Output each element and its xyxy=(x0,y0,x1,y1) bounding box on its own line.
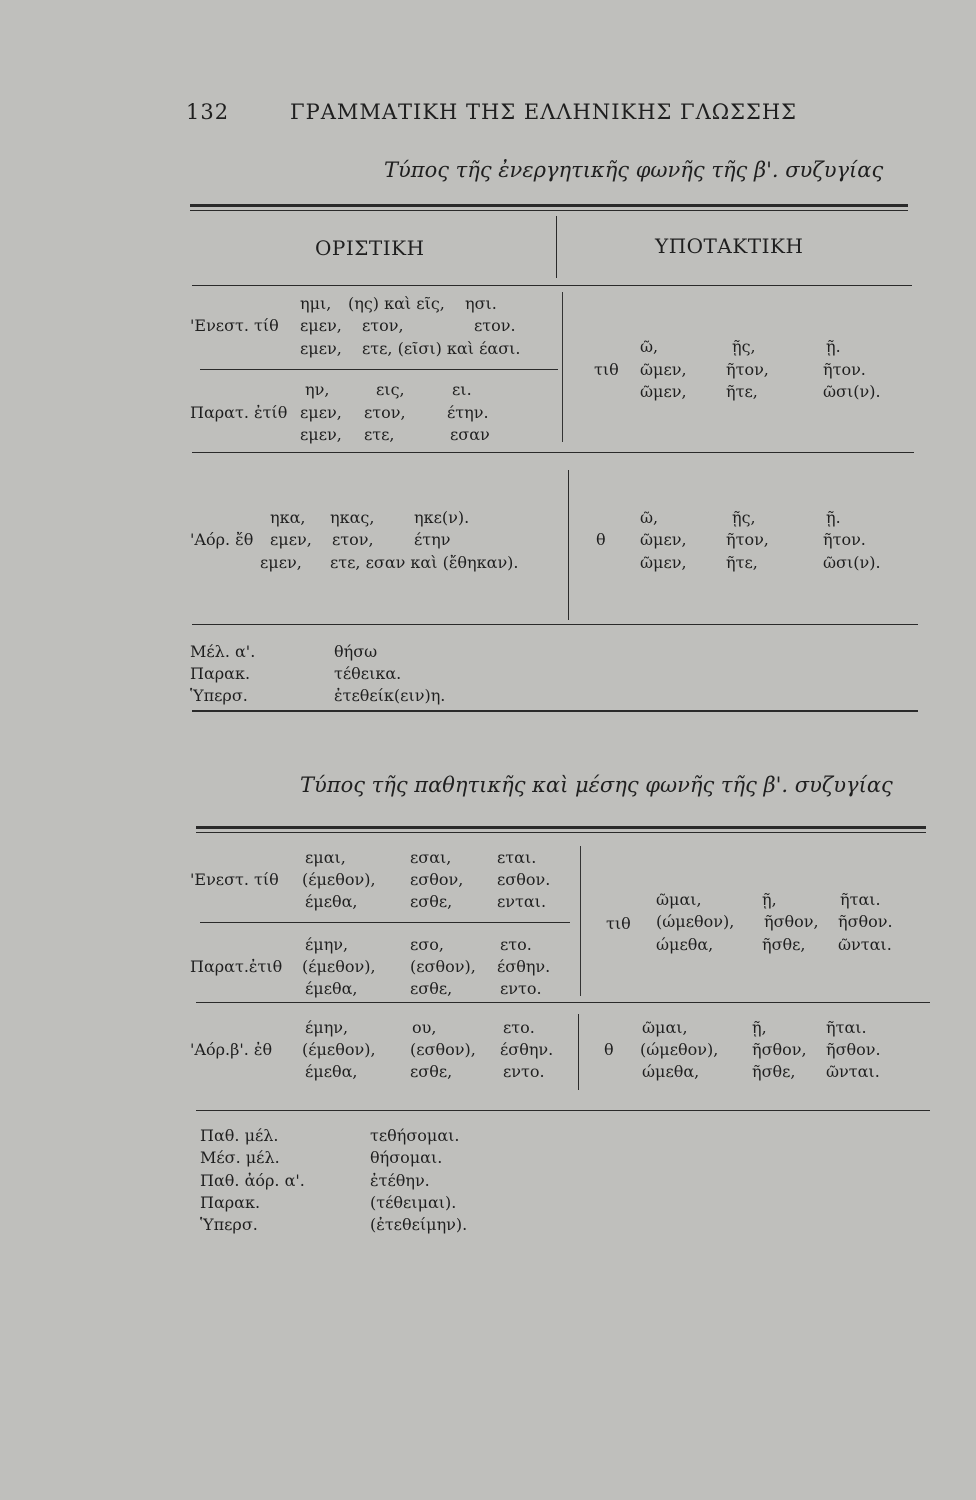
active-aorist-r2c1: εμεν, xyxy=(270,530,312,549)
passive-perfect-form: (τέθειμαι). xyxy=(370,1193,457,1212)
tense-rule xyxy=(200,922,570,923)
double-rule-top xyxy=(196,826,926,829)
running-title: ΓΡΑΜΜΑΤΙΚΗ ΤΗΣ ΕΛΛΗΝΙΚΗΣ ΓΛΩΣΣΗΣ xyxy=(290,100,798,124)
passive-aor-subj-r1c1: ῶμαι, xyxy=(642,1018,688,1037)
passive-aorist-r1c2: ου, xyxy=(412,1018,437,1037)
column-header-subjunctive: ΥΠΟΤΑΚΤΙΚΗ xyxy=(655,234,804,258)
double-rule-bottom xyxy=(196,832,926,833)
passive-aor-subj-r3c2: ῆσθε, xyxy=(752,1062,796,1081)
passive-imperfect-r3c2: εσθε, xyxy=(410,979,453,998)
active-present-r3c1: εμεν, xyxy=(300,339,342,358)
active-imperfect-r2c3: έτην. xyxy=(447,403,489,422)
active-future-form: θήσω xyxy=(334,642,378,661)
passive-perfect-label: Παρακ. xyxy=(200,1193,261,1212)
passive-subj-r3c3: ῶνται. xyxy=(838,935,892,954)
active-aor-subj-r3c3: ῶσι(ν). xyxy=(823,553,881,572)
active-subj-r1c3: ῇ. xyxy=(826,337,841,356)
passive-subj-r1c3: ῆται. xyxy=(840,890,881,909)
active-subj-r3c1: ῶμεν, xyxy=(640,382,687,401)
passive-present-r1c2: εσαι, xyxy=(410,848,452,867)
active-section-title: Τύπος τῆς ἐνεργητικῆς φωνῆς τῆς β'. συζυγίας xyxy=(384,158,884,182)
active-pluperfect-label: Ὑπερσ. xyxy=(190,686,248,705)
passive-aor-subj-r2c3: ῆσθον. xyxy=(826,1040,881,1059)
passive-present-r2c1: (έμεθον), xyxy=(302,870,376,889)
active-imperfect-r2c1: εμεν, xyxy=(300,403,342,422)
active-subj-r2c2: ῆτον, xyxy=(726,360,769,379)
active-present-r2c2: ετον, xyxy=(362,316,404,335)
double-rule-bottom xyxy=(190,210,908,211)
active-present-r1c1: ημι, xyxy=(300,294,332,313)
passive-subj-r2c1: (ώμεθον), xyxy=(656,912,735,931)
active-aor-subj-r1c2: ῇς, xyxy=(732,508,756,527)
active-aor-subj-r1c3: ῇ. xyxy=(826,508,841,527)
active-pluperfect-form: ἐτεθείκ(ειν)η. xyxy=(334,686,446,705)
active-subj-r2c1: ῶμεν, xyxy=(640,360,687,379)
active-imperfect-r3c2: ετε, xyxy=(364,425,395,444)
grouping-brace xyxy=(580,846,581,996)
passive-imperfect-r3c1: έμεθα, xyxy=(305,979,358,998)
passive-present-r1c1: εμαι, xyxy=(305,848,346,867)
passive-imperfect-r1c1: έμην, xyxy=(305,935,349,954)
passive-subj-r2c3: ῆσθον. xyxy=(838,912,893,931)
header-divider xyxy=(556,216,557,278)
section-rule xyxy=(192,452,914,453)
passive-aorist-r1c1: έμην, xyxy=(305,1018,349,1037)
active-present-label: 'Ενεστ. τίθ xyxy=(190,316,279,335)
active-subj-r2c3: ῆτον. xyxy=(823,360,866,379)
active-perfect-form: τέθεικα. xyxy=(334,664,402,683)
passive-present-r2c2: εσθον, xyxy=(410,870,464,889)
active-subj-r1c2: ῇς, xyxy=(732,337,756,356)
passive-aor1-label: Παθ. ἀόρ. α'. xyxy=(200,1171,305,1190)
passive-subj-r2c2: ῆσθον, xyxy=(764,912,819,931)
active-present-r2c3: ετον. xyxy=(474,316,516,335)
active-subj-r1c1: ῶ, xyxy=(640,337,659,356)
active-present-r1c3: ησι. xyxy=(465,294,497,313)
active-aorist-r3c1: εμεν, xyxy=(260,553,302,572)
section-end-rule xyxy=(192,710,918,712)
passive-aorist-r3c3: εντο. xyxy=(503,1062,545,1081)
active-future-label: Μέλ. α'. xyxy=(190,642,256,661)
passive-present-label: 'Ενεστ. τίθ xyxy=(190,870,279,889)
active-aor-subj-r1c1: ῶ, xyxy=(640,508,659,527)
active-imperfect-r1c3: ει. xyxy=(452,380,472,399)
active-aorist-r1c2: ηκας, xyxy=(330,508,375,527)
section-rule xyxy=(196,1002,930,1003)
active-aor-subj-r2c1: ῶμεν, xyxy=(640,530,687,549)
header-rule xyxy=(192,285,912,286)
active-aorist-label: 'Αόρ. ἔθ xyxy=(190,530,254,549)
active-aor-subj-r2c3: ῆτον. xyxy=(823,530,866,549)
active-present-r1c2: (ης) καὶ εῖς, xyxy=(348,294,445,313)
active-imperfect-r1c1: ην, xyxy=(305,380,330,399)
active-perfect-label: Παρακ. xyxy=(190,664,251,683)
passive-aorist-r2c2: (εσθον), xyxy=(410,1040,476,1059)
passive-present-r2c3: εσθον. xyxy=(497,870,551,889)
active-aor-subj-r2c2: ῆτον, xyxy=(726,530,769,549)
passive-present-r3c3: ενται. xyxy=(497,892,547,911)
active-imperfect-r1c2: εις, xyxy=(376,380,405,399)
passive-fut-label: Παθ. μέλ. xyxy=(200,1126,279,1145)
passive-pluperfect-label: Ὑπερσ. xyxy=(200,1215,258,1234)
passive-imperfect-r3c3: εντο. xyxy=(500,979,542,998)
middle-fut-label: Μέσ. μέλ. xyxy=(200,1148,280,1167)
passive-aorist-r2c3: έσθην. xyxy=(500,1040,554,1059)
passive-aor-subj-r1c3: ῆται. xyxy=(826,1018,867,1037)
active-present-r2c1: εμεν, xyxy=(300,316,342,335)
active-present-r3c2: ετε, (εῖσι) καὶ έασι. xyxy=(362,339,521,358)
passive-present-r3c2: εσθε, xyxy=(410,892,453,911)
active-aorist-r1c1: ηκα, xyxy=(270,508,306,527)
passive-aor1-form: ἐτέθην. xyxy=(370,1171,430,1190)
passive-aorist-r1c3: ετο. xyxy=(503,1018,535,1037)
page-number: 132 xyxy=(186,100,230,124)
active-aorist-r2c2: ετον, xyxy=(332,530,374,549)
passive-aor-subj-stem: θ xyxy=(604,1040,614,1059)
passive-imperfect-r1c3: ετο. xyxy=(500,935,532,954)
passive-aor-subj-r3c1: ώμεθα, xyxy=(642,1062,700,1081)
passive-aorist-label: 'Αόρ.β'. ἐθ xyxy=(190,1040,273,1059)
passive-subj-stem: τιθ xyxy=(606,914,631,933)
aorist-divider xyxy=(568,470,569,620)
active-subj-r3c2: ῆτε, xyxy=(726,382,758,401)
active-imperfect-r3c3: εσαν xyxy=(450,425,490,444)
aorist-divider xyxy=(578,1014,579,1090)
middle-fut-form: θήσομαι. xyxy=(370,1148,443,1167)
passive-subj-r3c2: ῆσθε, xyxy=(762,935,806,954)
passive-section-title: Τύπος τῆς παθητικῆς καὶ μέσης φωνῆς τῆς β'. συζυγίας xyxy=(300,773,893,797)
passive-imperfect-r1c2: εσο, xyxy=(410,935,444,954)
grouping-brace xyxy=(562,292,563,442)
passive-imperfect-r2c3: έσθην. xyxy=(497,957,551,976)
active-aorist-r3c2: ετε, εσαν καὶ (ἔθηκαν). xyxy=(330,553,519,572)
section-rule xyxy=(192,624,918,625)
passive-aorist-r2c1: (έμεθον), xyxy=(302,1040,376,1059)
double-rule-top xyxy=(190,204,908,207)
passive-present-r3c1: έμεθα, xyxy=(305,892,358,911)
active-aor-subj-r3c1: ῶμεν, xyxy=(640,553,687,572)
active-aor-subj-r3c2: ῆτε, xyxy=(726,553,758,572)
column-header-indicative: ΟΡΙΣΤΙΚΗ xyxy=(315,236,425,260)
passive-imperfect-label: Παρατ.ἐτιθ xyxy=(190,957,283,976)
passive-aor-subj-r2c1: (ώμεθον), xyxy=(640,1040,719,1059)
passive-fut-form: τεθήσομαι. xyxy=(370,1126,460,1145)
active-subj-stem: τιθ xyxy=(594,360,619,379)
passive-pluperfect-form: (ἐτεθείμην). xyxy=(370,1215,468,1234)
section-rule xyxy=(196,1110,930,1111)
passive-aor-subj-r2c2: ῆσθον, xyxy=(752,1040,807,1059)
passive-imperfect-r2c2: (εσθον), xyxy=(410,957,476,976)
active-imperfect-label: Παρατ. ἐτίθ xyxy=(190,403,288,422)
active-subj-r3c3: ῶσι(ν). xyxy=(823,382,881,401)
passive-aor-subj-r3c3: ῶνται. xyxy=(826,1062,880,1081)
passive-aor-subj-r1c2: ῇ, xyxy=(752,1018,767,1037)
passive-aorist-r3c2: εσθε, xyxy=(410,1062,453,1081)
passive-subj-r3c1: ώμεθα, xyxy=(656,935,714,954)
passive-imperfect-r2c1: (έμεθον), xyxy=(302,957,376,976)
active-aorist-r2c3: έτην xyxy=(414,530,451,549)
active-aorist-r1c3: ηκε(ν). xyxy=(414,508,470,527)
active-aor-subj-stem: θ xyxy=(596,530,606,549)
active-imperfect-r2c2: ετον, xyxy=(364,403,406,422)
tense-rule xyxy=(200,369,558,370)
active-imperfect-r3c1: εμεν, xyxy=(300,425,342,444)
passive-subj-r1c2: ῇ, xyxy=(762,890,777,909)
passive-aorist-r3c1: έμεθα, xyxy=(305,1062,358,1081)
passive-subj-r1c1: ῶμαι, xyxy=(656,890,702,909)
passive-present-r1c3: εται. xyxy=(497,848,537,867)
